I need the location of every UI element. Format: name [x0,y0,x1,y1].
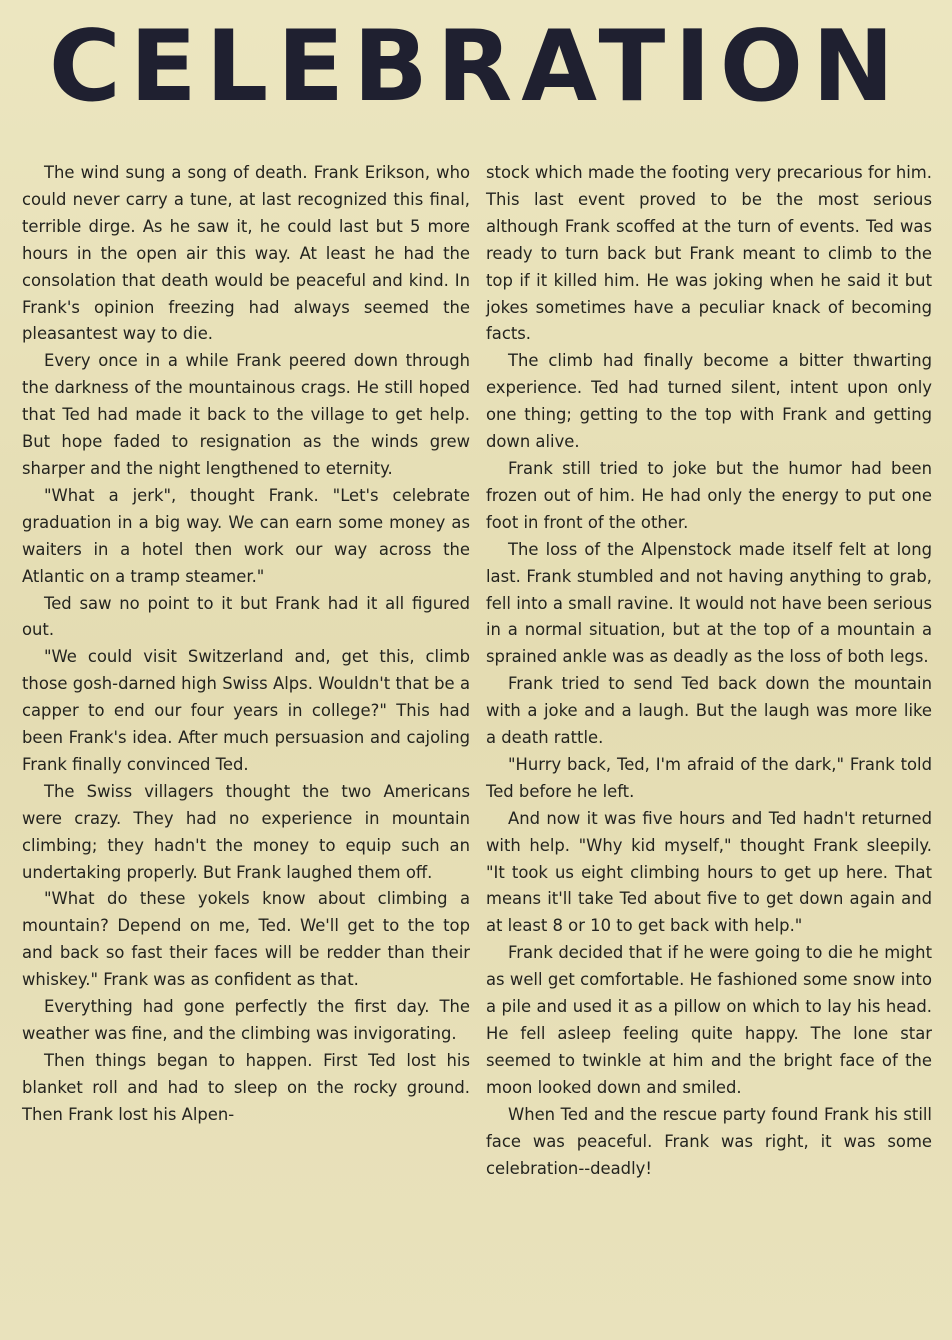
paragraph: Frank tried to send Ted back down the mountain with a joke and a laugh. But the laugh was more like a death rattle. [486,674,932,748]
paragraph: Then things began to happen. First Ted lost his blanket roll and had to sleep on the rocky ground. Then Frank lost his Alpen- [22,1050,470,1124]
paragraph: Frank decided that if he were going to die he might as well get comfortable. He fashioned some snow into a pile and used it as a pillow on which to lay his head. He fell asleep feeling quite happy. The lone star seemed to twinkle at him and the bright face of the moon looked down and smiled. [486,943,932,1097]
paragraph: The wind sung a song of death. Frank Erikson, who could never carry a tune, at last recognized this final, terrible dirge. As he saw it, he could last but 5 more hours in the open air this way. At least he had the consolation that death would be peaceful and kind. In Frank's opinion freezing had always seemed the pleasantest way to die. [22,163,470,344]
right-column [486,160,932,1320]
paragraph: The loss of the Alpenstock made itself felt at long last. Frank stumbled and not having anything to grab, fell into a small ravine. It would not have been serious in a normal situation, but at the top of a mountain a sprained ankle was as deadly as the loss of both legs. [486,539,932,667]
paragraph: "What a jerk", thought Frank. "Let's celebrate graduation in a big way. We can earn some money as waiters in a hotel then work our way across the Atlantic on a tramp steamer." [22,485,470,586]
paragraph: Every once in a while Frank peered down through the darkness of the mountainous crags. He still hoped that Ted had made it back to the village to get help. But hope faded to resignation as the winds grew sharper and the night lengthened to eternity. [22,351,470,478]
left-column [22,160,470,1320]
paragraph: The climb had finally become a bitter thwarting experience. Ted had turned silent, intent upon only one thing; getting to the top with Frank and getting down alive. [486,351,932,452]
paragraph: The Swiss villagers thought the two Americans were crazy. They had no experience in mountain climbing; they hadn't the money to equip such an undertaking properly. But Frank laughed them off. [22,781,470,882]
story-title: CELEBRATION [48,10,904,124]
paragraph: When Ted and the rescue party found Frank his still face was peaceful. Frank was right, it was some celebration--deadly! [486,1104,932,1178]
paragraph: "What do these yokels know about climbing a mountain? Depend on me, Ted. We'll get to the top and back so fast their faces will be redder than their whiskey." Frank was as confident as that. [22,889,470,990]
paragraph: Everything had gone perfectly the first day. The weather was fine, and the climbing was invigorating. [22,997,470,1043]
paragraph: "Hurry back, Ted, I'm afraid of the dark," Frank told Ted before he left. [486,754,932,801]
paragraph: Frank still tried to joke but the humor had been frozen out of him. He had only the energy to put one foot in front of the other. [486,458,932,532]
paragraph: And now it was five hours and Ted hadn't returned with help. "Why kid myself," thought Frank sleepily. "It took us eight climbing hours to get up here. That means it'll take Ted about five to get down again and at least 8 or 10 to get back with help." [486,808,932,936]
paragraph: "We could visit Switzerland and, get this, climb those gosh-darned high Swiss Alps. Wouldn't that be a capper to end our four years in college?" This had been Frank's idea. After much persuasion and cajoling Frank finally convinced Ted. [22,647,470,774]
paragraph: Ted saw no point to it but Frank had it all figured out. [22,593,470,640]
paragraph-continuation: stock which made the footing very precarious for him. This last event proved to be the most serious although Frank scoffed at the turn of events. Ted was ready to turn back but Frank meant to climb to the top if it killed him. He was joking when he said it but jokes sometimes have a peculiar knack of becoming facts. [486,163,932,344]
